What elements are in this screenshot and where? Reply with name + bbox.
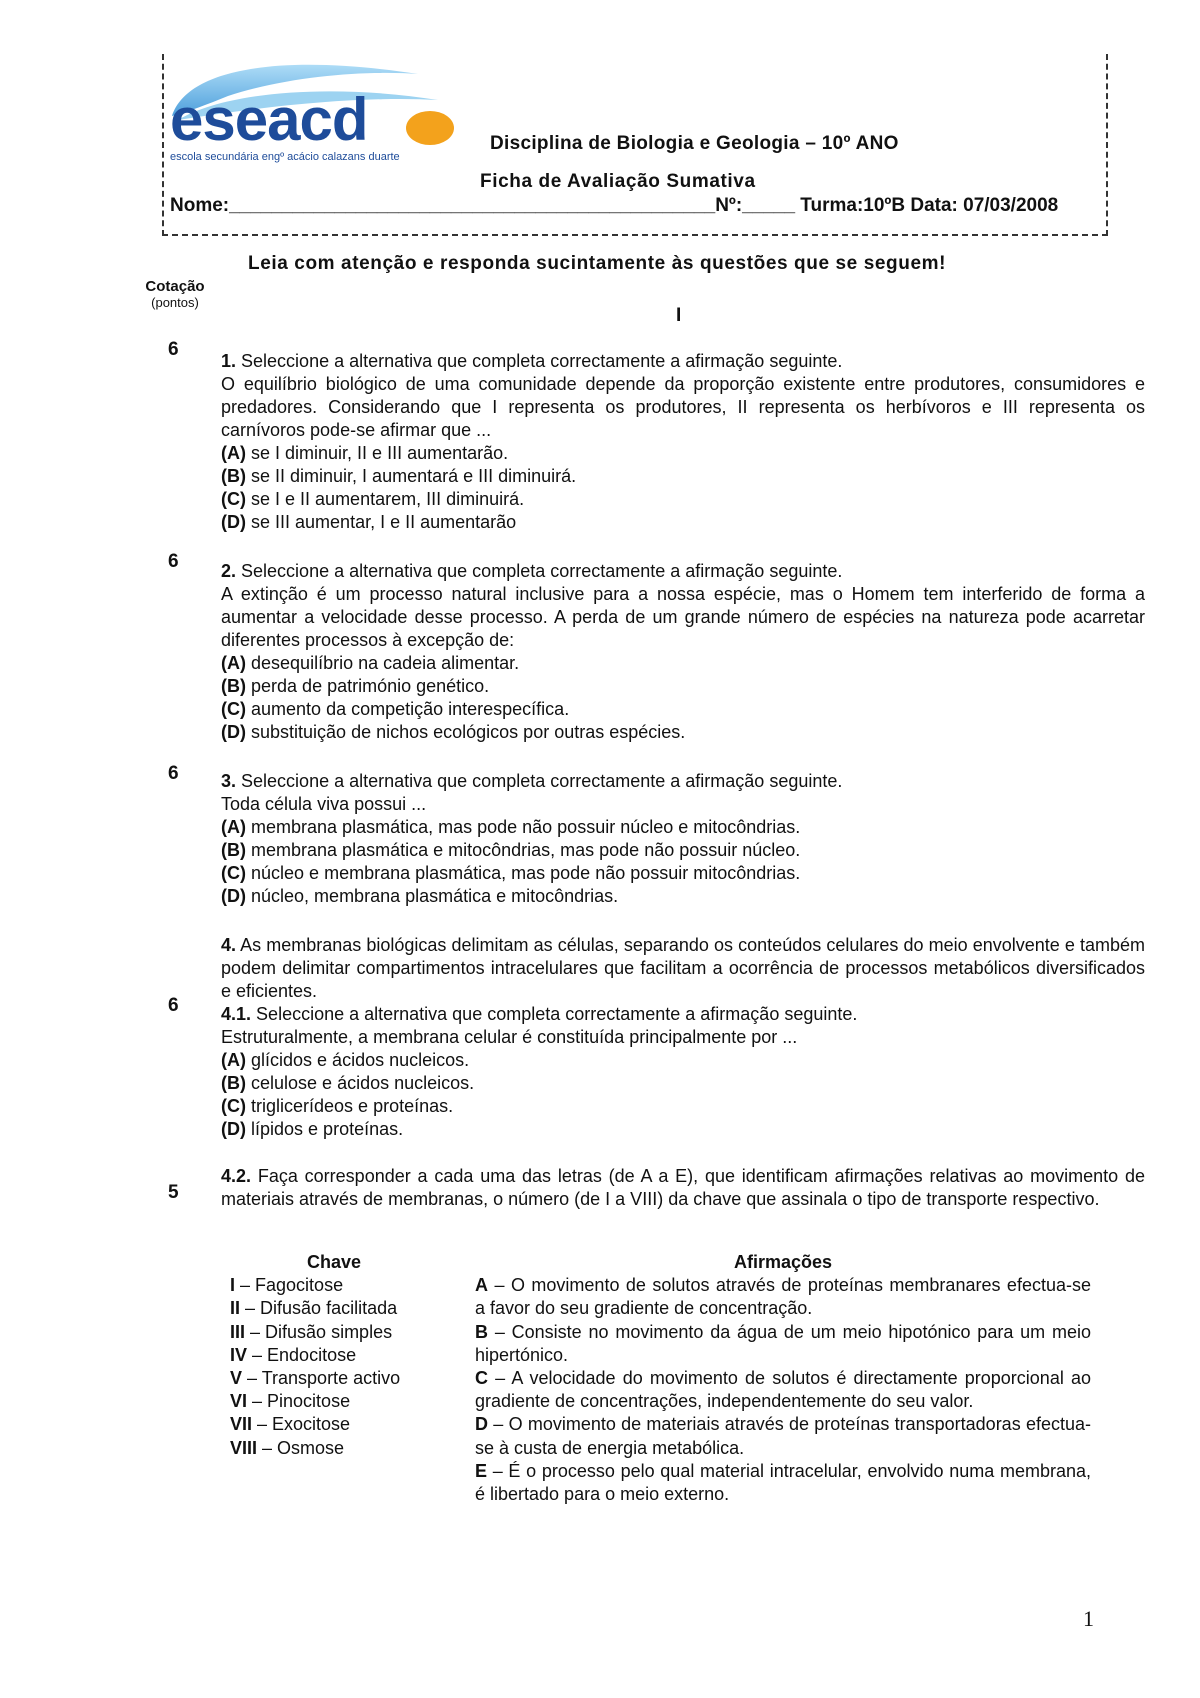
question-4-2: [221, 1165, 1145, 1211]
assessment-title: Ficha de Avaliação Sumativa: [480, 171, 756, 192]
chave-item: II – Difusão facilitada: [230, 1298, 398, 1319]
q1-number: 1.: [221, 351, 237, 371]
q41-option-d: (D) lípidos e proteínas.: [221, 1119, 404, 1139]
q3-option-b: (B) membrana plasmática e mitocôndrias, mas pode não possuir núcleo.: [221, 840, 801, 860]
logo-subtitle: escola secundária engº acácio calazans duarte: [170, 151, 400, 163]
cotacao-label: [120, 278, 230, 310]
afirmacao-item: B – Consiste no movimento da água de um meio hipotónico para um meio hipertónico.: [475, 1321, 1091, 1365]
q4-intro: As membranas biológicas delimitam as células, separando os conteúdos celulares do meio envolvente e também podem delimitar compartimentos intracelulares que facilitam a ocorrência de processos metabólicos diversificados e eficientes.: [221, 935, 1145, 1001]
q41-stem: Seleccione a alternativa que completa correctamente a afirmação seguinte.: [256, 1004, 858, 1024]
chave-item: III – Difusão simples: [230, 1321, 393, 1342]
question-3: [221, 770, 1145, 908]
score-q3: 6: [168, 763, 179, 784]
school-logo: [168, 56, 458, 166]
q2-stem: Seleccione a alternativa que completa correctamente a afirmação seguinte.: [241, 561, 843, 581]
q3-option-c: (C) núcleo e membrana plasmática, mas pode não possuir mitocôndrias.: [221, 863, 801, 883]
q1-text: O equilíbrio biológico de uma comunidade depende da proporção existente entre produtores, consumidores e predadores. Considerando que I representa os produtores, II representa os herbívoros e III representa os carnívoros pode-se afirmar que ...: [221, 374, 1145, 440]
afirmacoes-list: [475, 1251, 1091, 1506]
q3-stem: Seleccione a alternativa que completa correctamente a afirmação seguinte.: [241, 771, 843, 791]
q41-option-c: (C) triglicerídeos e proteínas.: [221, 1096, 454, 1116]
cotacao-unit: (pontos): [151, 295, 199, 310]
q4-number: 4.: [221, 935, 237, 955]
afirmacao-item: E – É o processo pelo qual material intracelular, envolvido numa membrana, é libertado para o meio externo.: [475, 1460, 1091, 1505]
page-number: 1: [1083, 1606, 1094, 1631]
instruction: Leia com atenção e responda sucintamente às questões que se seguem!: [248, 253, 947, 274]
score-q42: 5: [168, 1182, 179, 1203]
chave-title: Chave: [306, 1252, 362, 1272]
q3-text: Toda célula viva possui ...: [221, 794, 427, 814]
q41-option-b: (B) celulose e ácidos nucleicos.: [221, 1073, 475, 1093]
q2-option-b: (B) perda de património genético.: [221, 676, 490, 696]
q1-option-d: (D) se III aumentar, I e II aumentarão: [221, 512, 517, 532]
chave-item: V – Transporte activo: [230, 1368, 401, 1389]
score-q4: 6: [168, 995, 179, 1016]
q2-option-d: (D) substituição de nichos ecológicos por outras espécies.: [221, 722, 686, 742]
afirmacoes-title: Afirmações: [733, 1252, 833, 1272]
q1-option-c: (C) se I e II aumentarem, III diminuirá.: [221, 489, 525, 509]
q3-option-d: (D) núcleo, membrana plasmática e mitocôndrias.: [221, 886, 619, 906]
q2-text: A extinção é um processo natural inclusive para a nossa espécie, mas o Homem tem interferido de forma a aumentar a velocidade desse processo. A perda de um grande número de espécies na natureza pode acarretar diferentes processos à excepção de:: [221, 584, 1145, 650]
chave-list: [230, 1251, 450, 1460]
question-1: [221, 350, 1145, 534]
chave-item: VII – Exocitose: [230, 1414, 351, 1435]
q1-option-b: (B) se II diminuir, I aumentará e III diminuirá.: [221, 466, 577, 486]
q1-option-a: (A) se I diminuir, II e III aumentarão.: [221, 443, 509, 463]
q2-number: 2.: [221, 561, 237, 581]
q41-number: 4.1.: [221, 1004, 252, 1024]
afirmacao-item: C – A velocidade do movimento de solutos é directamente proporcional ao gradiente de concentrações, independentemente do seu valor.: [475, 1368, 1091, 1412]
question-2: [221, 560, 1145, 744]
q3-number: 3.: [221, 771, 237, 791]
afirmacao-item: D – O movimento de materiais através de proteínas transportadoras efectua-se à custa de energia metabólica.: [475, 1414, 1092, 1458]
q41-option-a: (A) glícidos e ácidos nucleicos.: [221, 1050, 470, 1070]
score-q1: 6: [168, 339, 179, 360]
q1-stem: Seleccione a alternativa que completa correctamente a afirmação seguinte.: [241, 351, 843, 371]
q3-option-a: (A) membrana plasmática, mas pode não possuir núcleo e mitocôndrias.: [221, 817, 801, 837]
q42-number: 4.2.: [221, 1166, 252, 1186]
section-number: I: [676, 305, 682, 326]
discipline-title: Disciplina de Biologia e Geologia – 10º ANO: [490, 133, 899, 154]
chave-item: I – Fagocitose: [230, 1275, 344, 1296]
chave-item: VI – Pinocitose: [230, 1391, 351, 1412]
q42-text: Faça corresponder a cada uma das letras (de A a E), que identificam afirmações relativas ao movimento de materiais através de membranas, o número (de I a VIII) da chave que assinala o tipo de transporte respectivo.: [221, 1166, 1145, 1209]
score-q2: 6: [168, 551, 179, 572]
cotacao-title: Cotação: [145, 278, 205, 295]
q2-option-a: (A) desequilíbrio na cadeia alimentar.: [221, 653, 520, 673]
q2-option-c: (C) aumento da competição interespecífica.: [221, 699, 570, 719]
student-info-line: Nome:______________________________________________Nº:_____ Turma:10ºB Data: 07/03/2008: [170, 195, 1059, 216]
chave-item: IV – Endocitose: [230, 1344, 357, 1365]
logo-wordmark: eseacd: [170, 86, 368, 153]
q41-text: Estruturalmente, a membrana celular é constituída principalmente por ...: [221, 1027, 798, 1047]
chave-item: VIII – Osmose: [230, 1437, 345, 1458]
question-4: [221, 934, 1145, 1141]
afirmacao-item: A – O movimento de solutos através de proteínas membranares efectua-se a favor do seu gradiente de concentração.: [475, 1275, 1091, 1319]
